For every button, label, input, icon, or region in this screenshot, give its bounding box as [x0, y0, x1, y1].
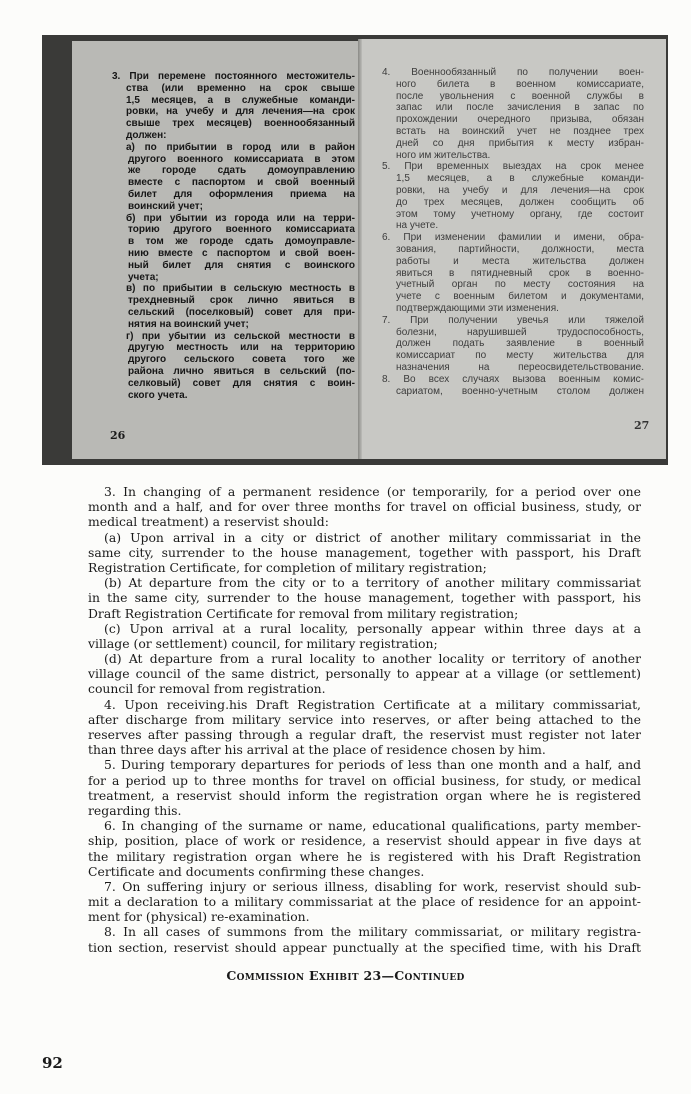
english-translation [88, 484, 641, 955]
text-line: for a period up to three months for travel on official business, for study, or medical [88, 772, 641, 788]
text-line: б) при убытии из города или на терри- [126, 212, 355, 224]
text-line: Certificate and documents confirming these changes. [88, 863, 425, 879]
text-line: другую местность или на территорию [128, 342, 355, 354]
text-line: (d) At departure from a rural locality to another locality or territory of another [104, 651, 641, 667]
text-line: 3. При перемене постоянного местожитель- [112, 71, 355, 82]
booklet-page-number-left: 26 [110, 429, 126, 442]
text-line: должен подать заявление в военный [396, 338, 644, 350]
text-line: month and a half, and for over three months for travel on official business, study, or [88, 499, 641, 515]
text-line: 5. При временных выездах на срок менее [382, 161, 644, 173]
text-line: болезни, нарушившей трудоспособность, [396, 326, 644, 338]
text-line: трехдневный срок лично явиться в [128, 295, 355, 307]
text-line: 3. In changing of a permanent residence (or temporarily, for a period over one [104, 484, 641, 499]
text-line: учете с военным билетом и документами, [396, 291, 644, 303]
text-line: after discharge from military service into reserves, or after being attached to the [88, 711, 641, 727]
text-line: билет для оформления приема на [128, 188, 355, 200]
text-line: (c) Upon arrival at a rural locality, personally appear within three days at a [104, 620, 641, 636]
text-line: ства (или временно на срок свыше [126, 82, 355, 94]
text-line: 8. Во всех случаях вызова военным комис- [382, 373, 644, 385]
text-line: 5. During temporary departures for periods of less than one month and a half, and [104, 757, 641, 773]
text-line: (a) Upon arrival in a city or district of another military commissariat in the [104, 529, 641, 545]
booklet-right-page [362, 39, 666, 459]
text-line: village council of the same district, personally to appear at a village (or settlement) [88, 666, 641, 682]
text-line: 6. In changing of the surname or name, educational qualifications, party member- [104, 818, 641, 834]
text-line: 7. При получении увечья или тяжелой [382, 314, 644, 326]
booklet-page-number-right: 27 [634, 419, 650, 432]
text-line: этом тому учетному органу, где состоит [396, 208, 644, 220]
text-line: учета; [128, 271, 159, 283]
text-line: (b) At departure from the city or to a territory of another military commissariat [104, 575, 641, 591]
text-line: than three days after his arrival at the place of residence chosen by him. [88, 742, 546, 758]
text-line: 7. On suffering injury or serious illness, disabling for work, reservist should sub- [104, 878, 641, 894]
text-line: ровки, на учебу и для лечения—на срок [396, 184, 644, 196]
text-line: same city, surrender to the house management, together with passport, his Draft [88, 544, 641, 560]
page-number: 92 [42, 1054, 63, 1072]
text-line: 4. Upon receiving.his Draft Registration Certificate at a military commissariat, [104, 696, 641, 712]
text-line: а) по прибытии в город или в район [126, 141, 355, 153]
text-line: другого сельского совета того же [128, 354, 355, 366]
text-line: ского учета. [128, 389, 188, 401]
text-line: ровки, на учебу и для лечения—на срок [126, 106, 355, 118]
text-line: назначения на переосвидетельствование. [396, 361, 644, 373]
text-line: работы и места жительства должен [396, 255, 644, 267]
text-line: до трех месяцев, должен сообщить об [396, 196, 644, 208]
text-line: зования, партийности, должности, места [396, 243, 644, 255]
text-line: village (or settlement) council, for military registration; [88, 635, 438, 651]
text-line: Draft Registration Certificate for removal from military registration; [88, 605, 519, 621]
exhibit-caption: Commission Exhibit 23—Continued [226, 968, 465, 983]
text-line: же городе сдать домоуправлению [128, 165, 355, 177]
text-line: нию вместе с паспортом и свой воен- [128, 247, 355, 259]
text-line: в том же городе сдать домоуправле- [128, 236, 355, 248]
text-line: medical treatment) a reservist should: [88, 514, 329, 530]
russian-text-right [382, 67, 644, 397]
text-line: свыше трех месяцев) военнообязанный [126, 118, 355, 130]
text-line: нятия на воинский учет; [128, 318, 249, 330]
booklet-photograph [42, 35, 668, 465]
text-line: сельский (поселковый) совет для при- [128, 306, 355, 318]
text-line: другого военного комиссариата в этом [128, 153, 355, 165]
text-line: подтверждающими эти изменения. [396, 302, 559, 314]
text-line: явиться в пятидневный срок в военно- [396, 267, 644, 279]
text-line: 1,5 месяцев, а в служебные команди- [126, 94, 355, 106]
text-line: 8. In all cases of summons from the military commissariat, or military registra- [104, 924, 641, 940]
text-line: ный билет для снятия с воинского [128, 259, 355, 271]
text-line: 1,5 месяцев, а в служебные команди- [396, 173, 644, 185]
text-line: 6. При изменении фамилии и имени, обра- [382, 232, 644, 244]
text-line: tion section, reservist should appear punctually at the specified time, with his Draft [88, 939, 641, 955]
text-line: запас или после зачисления в запас по [396, 102, 644, 114]
text-line: regarding this. [88, 802, 182, 818]
text-line: treatment, a reservist should inform the registration organ where he is registered [88, 787, 641, 803]
text-line: после увольнения с военной службы в [396, 90, 644, 102]
text-line: the military registration organ where he is registered with his Draft Registration [88, 848, 641, 864]
text-line: Registration Certificate, for completion of military registration; [88, 559, 487, 575]
text-line: в) по прибытии в сельскую местность в [126, 283, 355, 295]
text-line: должен: [126, 129, 167, 141]
text-line: ship, position, place of work or residence, a reservist should appear in five days at [88, 833, 641, 849]
russian-text-left [112, 71, 355, 401]
text-line: вместе с паспортом и свой военный [128, 177, 355, 189]
text-line: mit a declaration to a military commissariat at the place of residence for an appoint- [88, 894, 641, 910]
text-line: селковый) совет для снятия с воин- [128, 377, 355, 389]
text-line: 4. Военнообязанный по получении воен- [382, 67, 644, 78]
text-line: дней со дня прибытия к месту избран- [396, 137, 644, 149]
text-line: reserves after passing through a regular draft, the reservist must register not later [88, 727, 641, 742]
booklet-left-page [72, 41, 362, 459]
text-line: г) при убытии из сельской местности в [126, 330, 355, 342]
text-line: ного им жительства. [396, 149, 491, 161]
text-line: района лично явиться в сельский (по- [128, 365, 355, 377]
text-line: прохождении очередного призыва, обязан [396, 114, 644, 126]
text-line: на учете. [396, 220, 439, 232]
text-line: ного билета в военном комиссариате, [396, 78, 644, 90]
text-line: торию другого военного комиссариата [128, 224, 355, 236]
text-line: in the same city, surrender to the house management, together with passport, his [88, 590, 641, 606]
text-line: сариатом, военно-учетным столом должен [396, 385, 644, 397]
text-line: комиссариат по месту жительства для [396, 350, 644, 362]
text-line: council for removal from registration. [88, 681, 326, 697]
text-line: учетный орган по месту состояния на [396, 279, 644, 291]
text-line: воинский учет; [128, 200, 203, 212]
text-line: ment for (physical) re-examination. [88, 909, 310, 925]
text-line: встать на воинский учет не позднее трех [396, 125, 644, 137]
